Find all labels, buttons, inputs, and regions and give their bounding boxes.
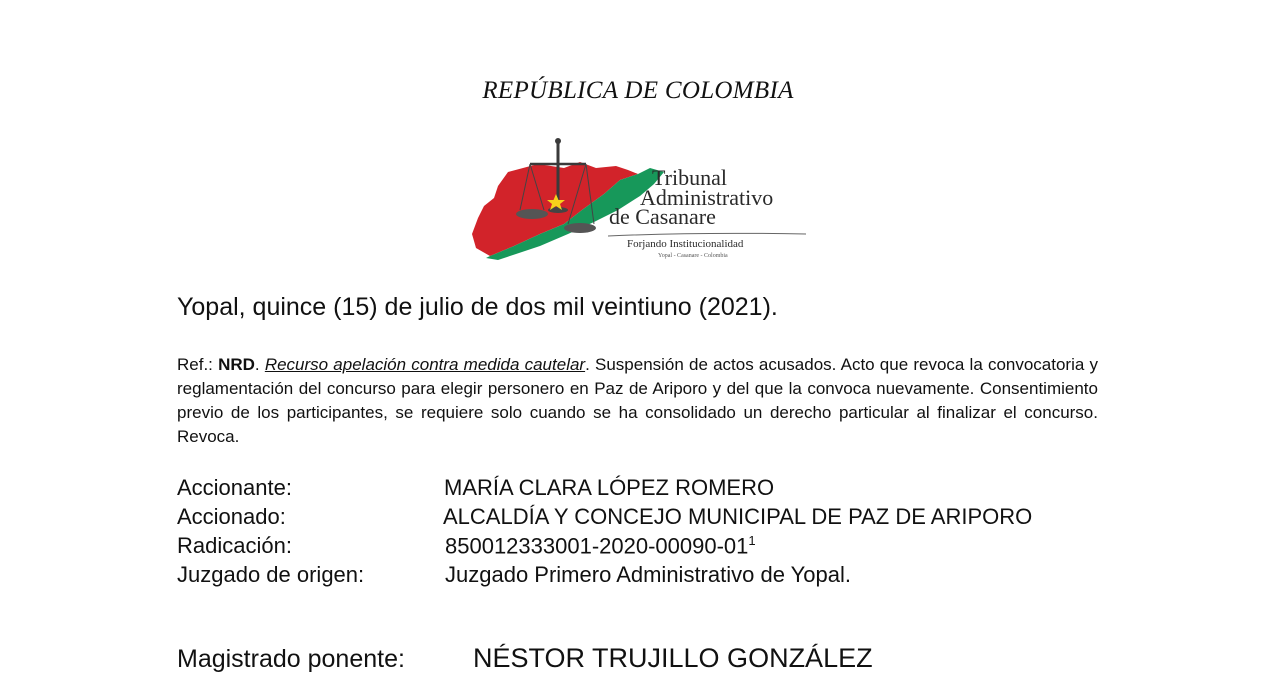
- accionante-label: Accionante:: [177, 475, 292, 500]
- reference-paragraph: [177, 353, 1098, 449]
- logo-motto: Forjando Institucionalidad: [627, 238, 744, 250]
- logo-line-tribunal: Tribunal: [652, 165, 727, 190]
- logo-line-administrativo: Administrativo: [640, 185, 774, 210]
- footnote-marker[interactable]: 1: [748, 533, 756, 548]
- accionado-label: Accionado:: [177, 504, 286, 529]
- radicacion-number: 850012333001-2020-00090-01: [445, 533, 749, 559]
- tribunal-logo: [468, 138, 814, 264]
- ref-prefix: Ref.:: [177, 355, 219, 374]
- accionante-value: MARÍA CLARA LÓPEZ ROMERO: [444, 475, 775, 500]
- logo-place: Yopal - Casanare - Colombia: [658, 253, 728, 259]
- ref-code: NRD: [218, 355, 255, 374]
- document-date: Yopal, quince (15) de julio de dos mil veintiuno (2021).: [177, 293, 778, 321]
- republic-heading: REPÚBLICA DE COLOMBIA: [482, 77, 794, 104]
- ref-subject: Recurso apelación contra medida cautelar: [264, 355, 586, 374]
- ref-body: . Suspensión de actos acusados. Acto que revoca la convocatoria y reglamentación del concurso para elegir personero en Paz de Ariporo y del que la convoca nuevamente. Consentimiento previo de los participantes, se requiere solo cuando se ha consolidado un derecho particular al finalizar el concurso. Revoca.: [177, 355, 1098, 446]
- magistrate-label: Magistrado ponente:: [177, 645, 405, 673]
- accionado-value: ALCALDÍA Y CONCEJO MUNICIPAL DE PAZ DE ARIPORO: [443, 504, 1033, 529]
- juzgado-value: Juzgado Primero Administrativo de Yopal.: [445, 562, 852, 587]
- logo-line-casanare: de Casanare: [609, 204, 716, 229]
- radicacion-value: [445, 533, 756, 559]
- magistrate-name: NÉSTOR TRUJILLO GONZÁLEZ: [473, 643, 873, 673]
- juzgado-label: Juzgado de origen:: [177, 562, 365, 587]
- ref-dot: .: [254, 355, 265, 374]
- radicacion-label: Radicación:: [177, 533, 292, 558]
